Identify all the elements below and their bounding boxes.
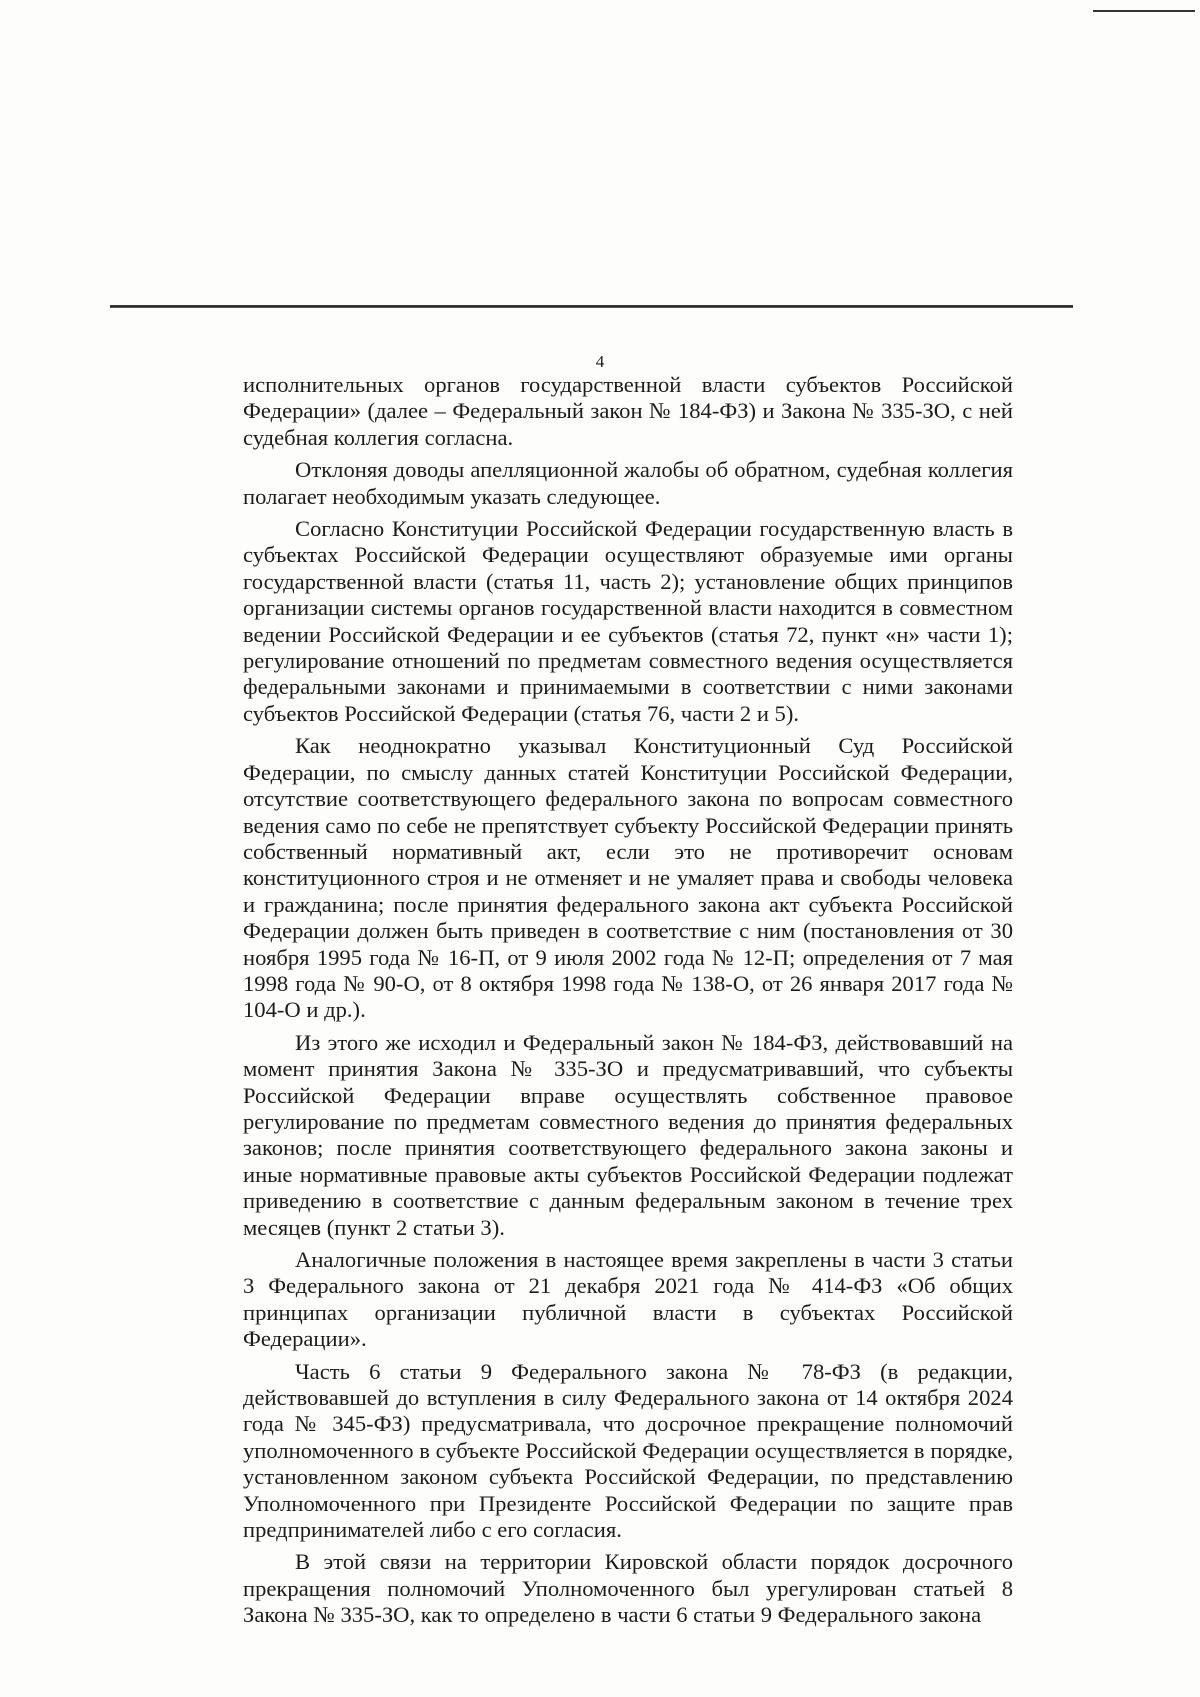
paragraph-8: В этой связи на территории Кировской области порядок досрочного прекращения полномочий Уполномоченного был урегулирован статьей 8 Закона № 335-ЗО, как то определено в части 6 статьи 9 Федерального закона [243, 1549, 1013, 1628]
paragraph-5: Из этого же исходил и Федеральный закон № 184-ФЗ, действовавший на момент принятия Закона № 335-ЗО и предусматривавший, что субъекты Российской Федерации вправе осуществлять собственное правовое регулирование по предметам совместного ведения до принятия федеральных законов; после принятия соответствующего федерального закона законы и иные нормативные правовые акты субъектов Российской Федерации подлежат приведению в соответствие с данным федеральным законом в течение трех месяцев (пункт 2 статьи 3). [243, 1029, 1013, 1240]
document-body [243, 372, 1013, 1635]
paragraph-4: Как неоднократно указывал Конституционный Суд Российской Федерации, по смыслу данных статей Конституции Российской Федерации, отсутствие соответствующего федерального закона по вопросам совместного ведения само по себе не препятствует субъекту Российской Федерации принять собственный нормативный акт, если это не противоречит основам конституционного строя и не отменяет и не умаляет права и свободы человека и гражданина; после принятия федерального закона акт субъекта Российской Федерации должен быть приведен в соответствие с ним (постановления от 30 ноября 1995 года № 16-П, от 9 июля 2002 года № 12-П; определения от 7 мая 1998 года № 90-О, от 8 октября 1998 года № 138-О, от 26 января 2017 года № 104-О и др.). [243, 733, 1013, 1023]
top-right-mark [1093, 10, 1195, 12]
paragraph-7: Часть 6 статьи 9 Федерального закона № 78-ФЗ (в редакции, действовавшей до вступления в силу Федерального закона от 14 октября 2024 года № 345-ФЗ) предусматривала, что досрочное прекращение полномочий уполномоченного в субъекте Российской Федерации осуществляется в порядке, установленном законом субъекта Российской Федерации, по представлению Уполномоченного при Президенте Российской Федерации по защите прав предпринимателей либо с его согласия. [243, 1358, 1013, 1543]
paragraph-6: Аналогичные положения в настоящее время закреплены в части 3 статьи 3 Федерального закона от 21 декабря 2021 года № 414-ФЗ «Об общих принципах организации публичной власти в субъектах Российской Федерации». [243, 1247, 1013, 1352]
header-divider [110, 305, 1073, 308]
paragraph-1: исполнительных органов государственной власти субъектов Российской Федерации» (далее – Федеральный закон № 184-ФЗ) и Закона № 335-ЗО, с ней судебная коллегия согласна. [243, 372, 1013, 450]
paragraph-2: Отклоняя доводы апелляционной жалобы об обратном, судебная коллегия полагает необходимым указать следующее. [243, 457, 1013, 509]
page-number: 4 [595, 352, 605, 371]
paragraph-3: Согласно Конституции Российской Федерации государственную власть в субъектах Российской Федерации осуществляют образуемые ими органы государственной власти (статья 11, часть 2); установление общих принципов организации системы органов государственной власти находится в совместном ведении Российской Федерации и ее субъектов (статья 72, пункт «н» части 1); регулирование отношений по предметам совместного ведения осуществляется федеральными законами и принимаемыми в соответствии с ними законами субъектов Российской Федерации (статья 76, части 2 и 5). [243, 516, 1013, 726]
